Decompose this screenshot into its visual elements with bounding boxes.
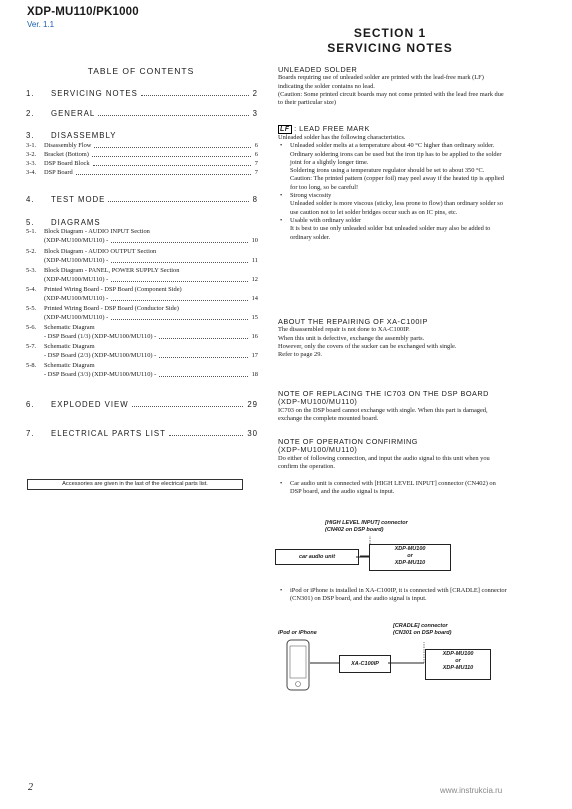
toc-row-leader	[76, 169, 251, 175]
lead-free-mark-icon: LF	[280, 126, 290, 133]
operation-intro: Do either of following connection, and input the audio signal to this unit when you confirm the operation.	[278, 454, 490, 470]
diagram2-line-2	[388, 640, 428, 666]
lead-free-bullet-3a: It is best to use only unleaded solder but unleaded solder may also be added to ordinary solder.	[290, 225, 491, 241]
section-number: SECTION 1	[353, 26, 427, 40]
operation-bullet-1: • Car audio unit is connected with [HIGH LEVEL INPUT] connector (CN402) on DSP board, and the audio signal is input.	[278, 480, 508, 497]
toc-row-number: 5-1.	[26, 228, 37, 235]
toc-row-title: (XDP-MU100/MU110) -	[44, 295, 109, 302]
unleaded-caution: (Caution: Some printed circuit boards may not come printed with the lead free mark due to their particular size)	[278, 90, 504, 107]
lead-free-bullet-2a: Unleaded solder is more viscous (sticky, less prone to flow) than ordinary solder so use caution not to let solder bridges occur such as on IC pins, etc.	[290, 200, 503, 216]
toc-row-title: Schematic Diagram	[44, 324, 95, 331]
car-audio-unit-box: car audio unit	[275, 549, 359, 565]
diagram2-connector-label	[393, 623, 451, 636]
lead-free-bullet-1: • Unleaded solder melts at a temperature about 40 °C higher than ordinary solder.	[278, 142, 508, 150]
toc-row-number: 5-6.	[26, 324, 37, 331]
replace-heading: NOTE OF REPLACING THE IC703 ON THE DSP BOARD (XDP-MU100/MU110)	[278, 389, 489, 407]
toc-row-title: Printed Wiring Board - DSP Board (Component Side)	[44, 286, 182, 293]
toc-row-page: 7	[254, 169, 258, 176]
accessories-note: Accessories are given in the last of the electrical parts list.	[27, 479, 243, 490]
toc-row-leader	[94, 142, 251, 148]
lead-free-bullet-1b: Soldering irons using a temperature regulator should be set to about 350 °C.	[290, 167, 485, 175]
unleaded-solder-section	[278, 66, 508, 107]
repair-line-4: Refer to page 29.	[278, 351, 323, 359]
lead-free-intro: Unleaded solder has the following characteristics.	[278, 134, 406, 141]
footer-watermark: www.instrukcia.ru	[440, 786, 503, 795]
toc-row-page: 17	[251, 352, 258, 359]
toc-row-number: 5-5.	[26, 305, 37, 312]
toc-row-leader	[111, 314, 248, 320]
page-number: 2	[28, 782, 33, 793]
toc-row-number: 1.	[26, 89, 35, 98]
toc-row-title: GENERAL	[51, 109, 96, 118]
diagram1-device-box	[369, 544, 451, 571]
toc-row-title: Printed Wiring Board - DSP Board (Conductor Side)	[44, 305, 179, 312]
toc-row-leader	[108, 196, 249, 202]
toc-row-title: DSP Board Block	[44, 160, 90, 167]
operation-heading: NOTE OF OPERATION CONFIRMING	[278, 437, 418, 446]
toc-row-title: SERVICING NOTES	[51, 89, 138, 98]
diagram1-device-or: or	[407, 553, 413, 559]
toc-row-title: - DSP Board (3/3) (XDP-MU100/MU110) -	[44, 371, 157, 378]
lead-free-bullet-3: • Usable with ordinary solder	[278, 217, 508, 225]
section-title: SERVICING NOTES	[327, 41, 453, 55]
toc-row-number: 2.	[26, 109, 35, 118]
toc-row-number: 5-8.	[26, 362, 37, 369]
toc-row-leader	[111, 295, 248, 301]
diagram1-connector-label	[325, 520, 408, 533]
cradle-box: XA-C100IP	[339, 655, 391, 673]
toc-row-page: 2	[252, 89, 258, 98]
toc-row-title: Block Diagram - AUDIO INPUT Section	[44, 228, 150, 235]
toc-row-leader	[159, 352, 248, 358]
toc-row-number: 5-3.	[26, 267, 37, 274]
toc-row-leader	[111, 237, 248, 243]
toc-row-title: (XDP-MU100/MU110) -	[44, 314, 109, 321]
toc-row-number: 3-1.	[26, 142, 37, 149]
toc-row-title: (XDP-MU100/MU110) -	[44, 237, 109, 244]
toc-row-number: 5.	[26, 218, 35, 227]
unleaded-heading: UNLEADED SOLDER	[278, 65, 358, 74]
operation-section	[278, 438, 508, 497]
toc-row-number: 7.	[26, 429, 35, 438]
toc-row-number: 3.	[26, 131, 35, 140]
repair-section	[278, 318, 508, 359]
toc-row-title: (XDP-MU100/MU110) -	[44, 276, 109, 283]
toc-row-title: Schematic Diagram	[44, 343, 95, 350]
toc-row-page: 6	[254, 151, 258, 158]
toc-row-number: 6.	[26, 400, 35, 409]
toc-row-page: 11	[251, 257, 258, 264]
toc-row-leader	[92, 151, 251, 157]
toc-row-title: Bracket (Bottom)	[44, 151, 89, 158]
toc-row-page: 6	[254, 142, 258, 149]
toc-row-page: 15	[251, 314, 258, 321]
toc-row-leader	[132, 401, 243, 407]
toc-row-leader	[111, 276, 248, 282]
diagram2-device-box	[425, 649, 491, 680]
version-label: Ver. 1.1	[27, 20, 55, 29]
ipod-icon	[284, 638, 314, 696]
toc-row-title: Disassembly Flow	[44, 142, 92, 149]
diagram1-connector-location: (CN402 on DSP board)	[325, 526, 384, 533]
lead-free-caution: Caution: The printed pattern (copper foil) may peel away if the heated tip is applied for too long, so be careful!	[290, 175, 504, 191]
diagram1-device-2: XDP-MU110	[394, 560, 426, 566]
toc-row-page: 7	[254, 160, 258, 167]
toc-row-page: 16	[251, 333, 258, 340]
toc-row-title: Schematic Diagram	[44, 362, 95, 369]
toc-row-leader	[159, 371, 248, 377]
repair-line-1: The disassembled repair is not done to XA-C100IP.	[278, 326, 410, 334]
toc-row-title: DISASSEMBLY	[51, 131, 117, 140]
toc-row-number: 3-4.	[26, 169, 37, 176]
toc-row-page: 18	[251, 371, 258, 378]
toc-row-leader	[159, 333, 248, 339]
toc-row-number: 5-4.	[26, 286, 37, 293]
lead-free-heading: : LEAD FREE MARK	[294, 124, 370, 133]
lead-free-bullet-2: • Strong viscosity	[278, 192, 508, 200]
diagram2-line-1	[310, 660, 340, 666]
toc-row-page: 29	[247, 400, 258, 409]
operation-bullet-2: • iPod or iPhone is installed in XA-C100IP, it is connected with [CRADLE] connector (CN301) on DSP board, and the audio signal is input.	[278, 587, 508, 604]
toc-row-title: DIAGRAMS	[51, 218, 101, 227]
diagram2-device-2: XDP-MU110	[442, 665, 474, 671]
toc-row-page: 10	[251, 237, 258, 244]
toc-row-number: 5-2.	[26, 248, 37, 255]
toc-row-page: 14	[251, 295, 258, 302]
toc-row-page: 12	[251, 276, 258, 283]
toc-row-page: 30	[247, 429, 258, 438]
toc-row-number: 4.	[26, 195, 35, 204]
toc-row-leader	[141, 90, 249, 96]
operation-bullet-2-wrap	[278, 587, 508, 604]
diagram1-arrow	[356, 554, 370, 560]
replace-text: IC703 on the DSP board cannot exchange with single. When this part is damaged, exchange the complete mounted board.	[278, 406, 488, 422]
diagram1-device-1: XDP-MU100	[394, 546, 426, 552]
diagram1-connector-name: [HIGH LEVEL INPUT] connector	[325, 520, 408, 526]
lead-free-section	[278, 125, 508, 242]
replace-section	[278, 390, 508, 423]
toc-row-leader	[111, 257, 248, 263]
repair-heading: ABOUT THE REPAIRING OF XA-C100IP	[278, 317, 428, 326]
toc-row-number: 3-3.	[26, 160, 37, 167]
unleaded-text: Boards requiring use of unleaded solder are printed with the lead-free mark (LF) indicating the solder contains no lead.	[278, 74, 484, 90]
repair-line-2: When this unit is defective, exchange the assembly parts.	[278, 334, 425, 342]
toc-row-title: - DSP Board (1/3) (XDP-MU100/MU110) -	[44, 333, 157, 340]
toc-row-title: ELECTRICAL PARTS LIST	[51, 429, 166, 438]
operation-subheading: (XDP-MU100/MU110)	[278, 445, 358, 455]
section-heading	[300, 26, 480, 56]
diagram2-connector-name: [CRADLE] connector	[393, 623, 448, 629]
toc-row-number: 3-2.	[26, 151, 37, 158]
ipod-label: iPod or iPhone	[278, 630, 317, 636]
model-title: XDP-MU110/PK1000	[27, 6, 139, 18]
toc-row-leader	[98, 110, 249, 116]
toc-row-title: - DSP Board (2/3) (XDP-MU100/MU110) -	[44, 352, 157, 359]
toc-row-page: 3	[252, 109, 258, 118]
toc-row-title: (XDP-MU100/MU110) -	[44, 257, 109, 264]
toc-row-page: 8	[252, 195, 258, 204]
toc-row-title: Block Diagram - PANEL, POWER SUPPLY Section	[44, 267, 180, 274]
toc-row-title: TEST MODE	[51, 195, 106, 204]
toc-row-leader	[93, 160, 251, 166]
repair-line-3: However, only the covers of the sucker can be exchanged with single.	[278, 342, 457, 350]
lead-free-bullet-1a: Ordinary soldering irons can be used but the iron tip has to be applied to the solder joint for a slightly longer time.	[290, 150, 502, 166]
toc-title: TABLE OF CONTENTS	[87, 66, 195, 76]
toc-row-title: DSP Board	[44, 169, 73, 176]
toc-row-title: Block Diagram - AUDIO OUTPUT Section	[44, 248, 157, 255]
diagram2-device-or: or	[455, 658, 461, 664]
toc-row-number: 5-7.	[26, 343, 37, 350]
toc-row-leader	[169, 430, 243, 436]
diagram2-device-1: XDP-MU100	[442, 651, 474, 657]
diagram2-connector-location: (CN301 on DSP board)	[393, 629, 452, 636]
toc-row-title: EXPLODED VIEW	[51, 400, 129, 409]
